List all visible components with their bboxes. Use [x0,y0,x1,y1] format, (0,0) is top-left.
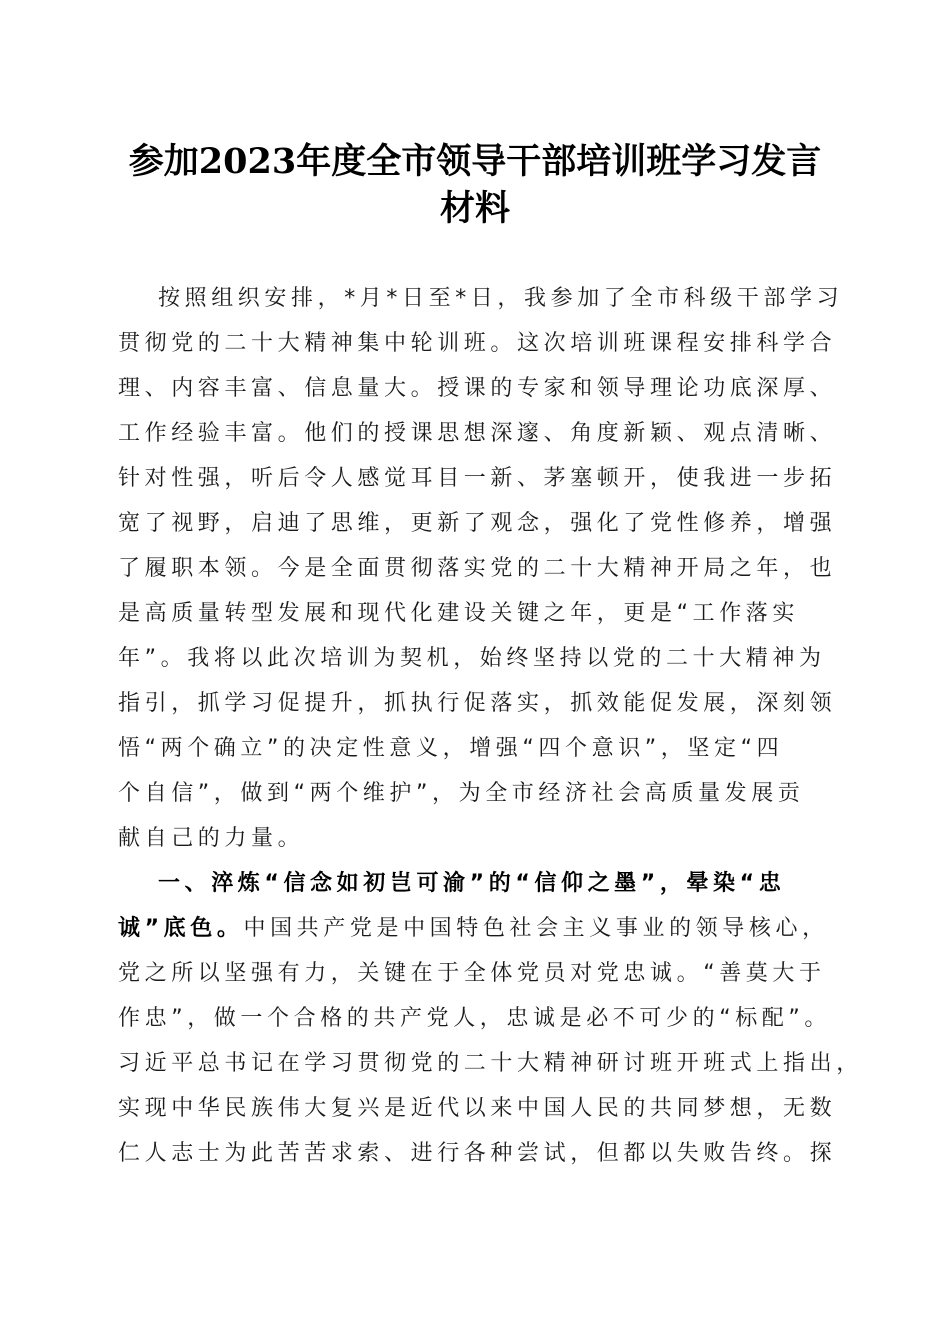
section-heading-continued [118,906,836,951]
section-heading: 一、淬炼“信念如初岂可渝”的“信仰之墨”，晕染“忠 [158,871,786,896]
paragraph-line: 悟“两个确立”的决定性意义，增强“四个意识”，坚定“四 [118,736,784,761]
title-line-1: 参加2023年度全市领导干部培训班学习发言 [128,141,822,182]
paragraph-line: 是高质量转型发展和现代化建设关键之年，更是“工作落实 [118,601,799,626]
paragraph-line: 指引，抓学习促提升，抓执行促落实，抓效能促发展，深刻领 [118,691,837,716]
section-1 [118,861,863,1176]
document-body [118,276,863,1176]
intro-paragraph [118,276,844,861]
paragraph-line: 党之所以坚强有力，关键在于全体党员对党忠诚。“善莫大于 [118,961,826,986]
paragraph-line: 理、内容丰富、信息量大。授课的专家和领导理论功底深厚、 [118,376,837,401]
paragraph-line: 了履职本领。今是全面贯彻落实党的二十大精神开局之年，也 [118,556,837,581]
document-title [110,138,840,232]
paragraph-line: 习近平总书记在学习贯彻党的二十大精神研讨班开班式上指出， [118,1051,863,1076]
paragraph-line: 仁人志士为此苦苦求索、进行各种尝试，但都以失败告终。探 [118,1141,837,1166]
paragraph-line: 个自信”，做到“两个维护”，为全市经济社会高质量发展贡 [118,781,805,806]
paragraph-line: 作忠”，做一个合格的共产党人，忠诚是必不可少的“标配”。 [118,1006,831,1031]
title-line-2: 材料 [439,188,510,229]
paragraph-line: 献自己的力量。 [118,826,305,851]
paragraph-line: 按照组织安排，*月*日至*日，我参加了全市科级干部学习 [158,286,844,311]
paragraph-line: 贯彻党的二十大精神集中轮训班。这次培训班课程安排科学合 [118,331,837,356]
paragraph-line: 宽了视野，启迪了思维，更新了观念，强化了党性修养，增强 [118,511,837,536]
section-heading-tail: 诚”底色。 [118,916,244,941]
paragraph-line: 工作经验丰富。他们的授课思想深邃、角度新颖、观点清晰、 [118,421,837,446]
section-text: 中国共产党是中国特色社会主义事业的领导核心， [243,916,829,941]
paragraph-line: 针对性强，听后令人感觉耳目一新、茅塞顿开，使我进一步拓 [118,466,837,491]
paragraph-line: 年”。我将以此次培训为契机，始终坚持以党的二十大精神为 [118,646,826,671]
paragraph-line: 实现中华民族伟大复兴是近代以来中国人民的共同梦想，无数 [118,1096,837,1121]
